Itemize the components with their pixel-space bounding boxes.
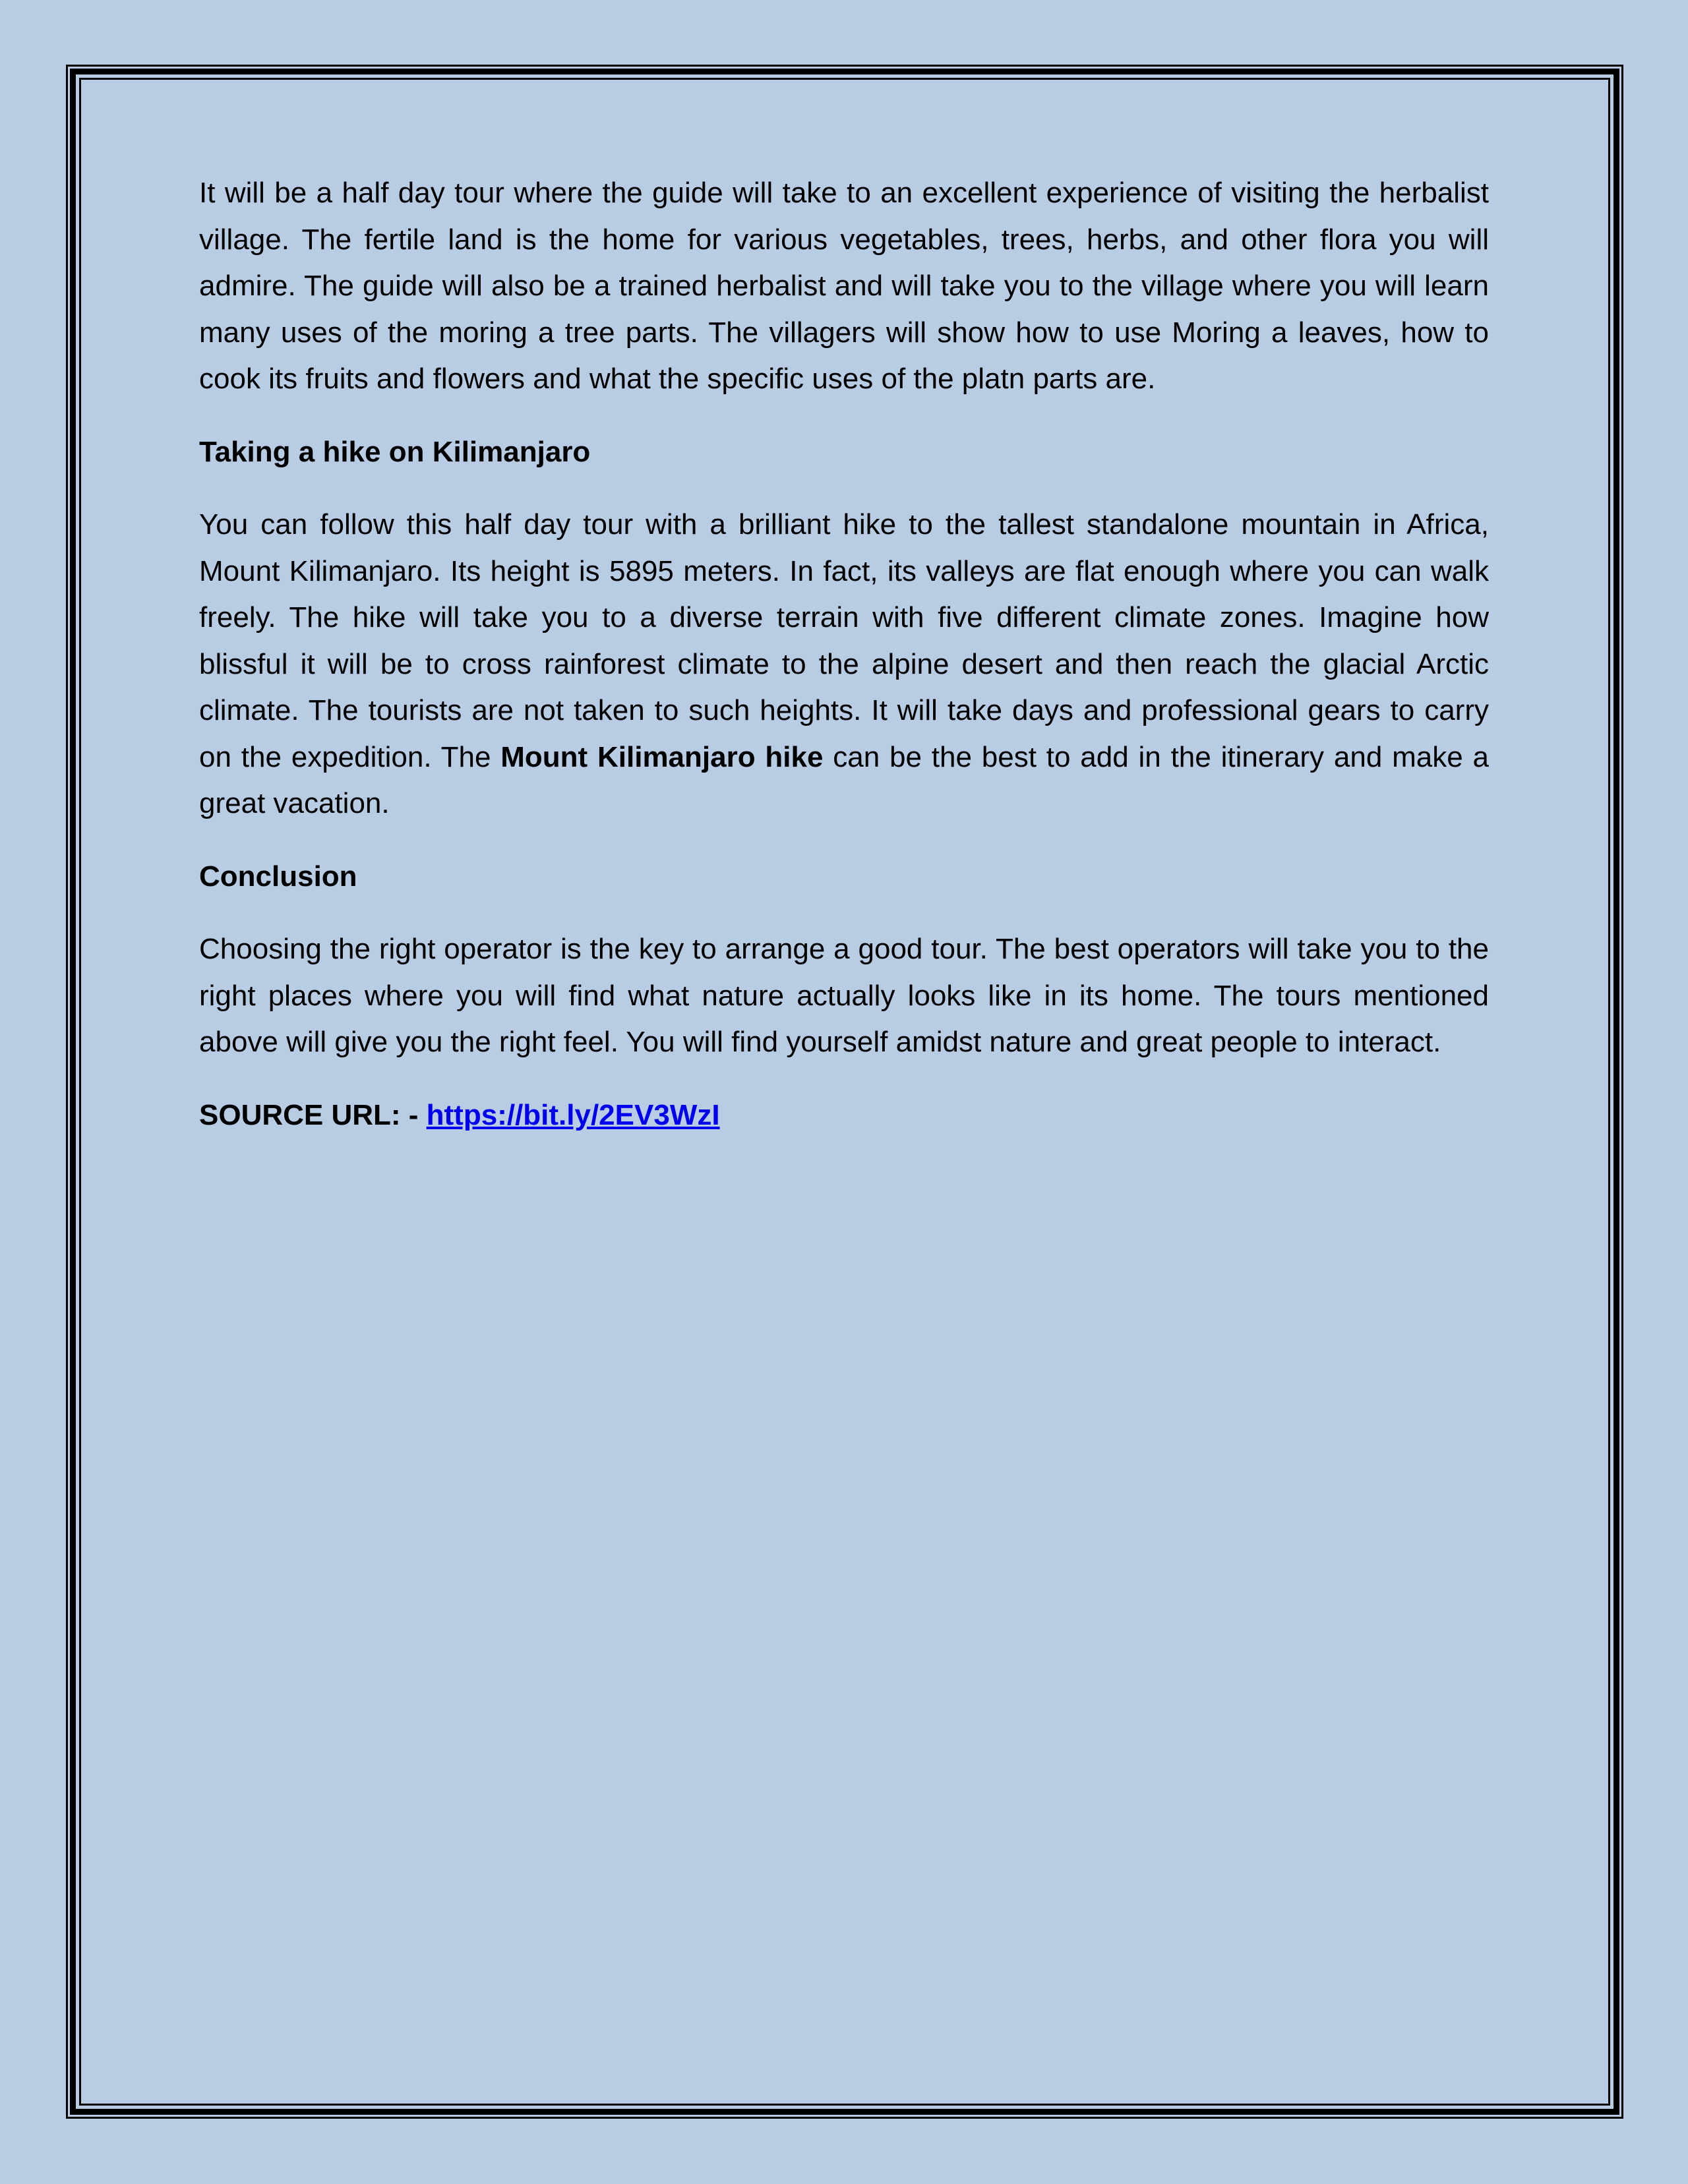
- intro-paragraph: It will be a half day tour where the guide will take to an excellent experience of visiting the herbalist village. The fertile land is the home for various vegetables, trees, herbs, and other flora you will admire. The guide will also be a trained herbalist and will take you to the village where you will learn many uses of the moring a tree parts. The villagers will show how to use Moring a leaves, how to cook its fruits and flowers and what the specific uses of the platn parts are.: [199, 177, 1489, 395]
- hike-paragraph: [199, 502, 1489, 827]
- hike-paragraph-text-end: can be the best to add in the itinerary and make a great vacation.: [199, 740, 1489, 819]
- hike-heading: Taking a hike on Kilimanjaro: [199, 435, 591, 468]
- source-line: [199, 1092, 1489, 1139]
- hike-paragraph-bold-phrase: Mount Kilimanjaro hike: [500, 740, 824, 773]
- hike-paragraph-text-start: You can follow this half day tour with a brilliant hike to the tallest standalone mountain in Africa, Mount Kilimanjaro. Its height is 5895 meters. In fact, its valleys are flat enough where you can walk freely. The hike will take you to a diverse terrain with five different climate zones. Imagine how blissful it will be to cross rainforest climate to the alpine desert and then reach the glacial Arctic climate. The tourists are not taken to such heights. It will take days and professional gears to carry on the expedition. The: [199, 508, 1489, 773]
- document-body: [199, 170, 1489, 1165]
- source-url-link[interactable]: https://bit.ly/2EV3WzI: [426, 1098, 720, 1131]
- conclusion-heading: Conclusion: [199, 860, 357, 893]
- conclusion-paragraph: Choosing the right operator is the key to arrange a good tour. The best operators will take you to the right places where you will find what nature actually looks like in its home. The tours mentioned above will give you the right feel. You will find yourself amidst nature and great people to interact.: [199, 933, 1489, 1058]
- source-label: SOURCE URL: -: [199, 1098, 427, 1131]
